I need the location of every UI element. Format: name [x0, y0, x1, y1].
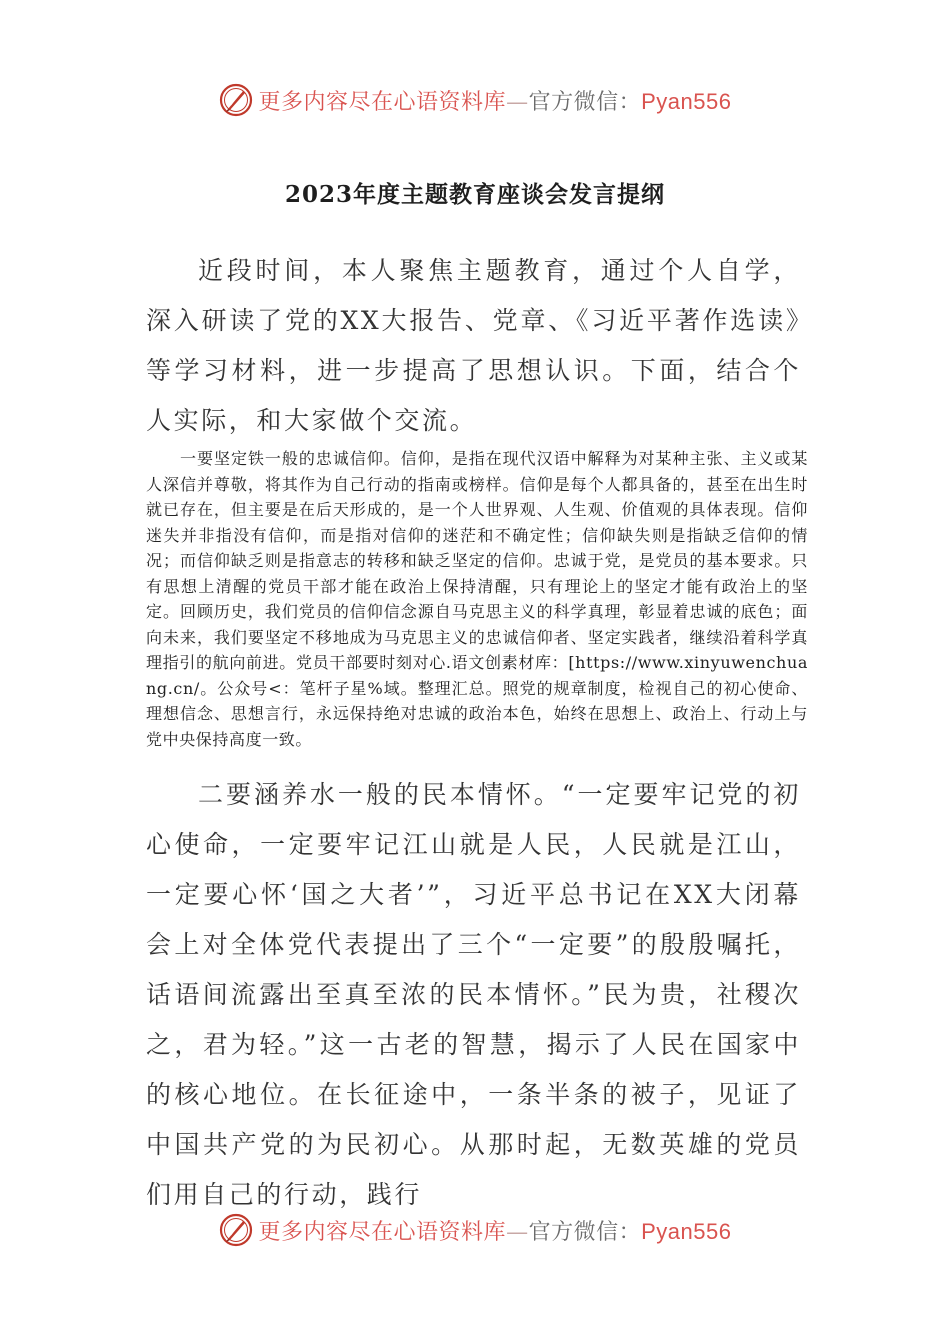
banner-slogan: 更多内容尽在心语资料库	[258, 1219, 507, 1245]
banner-wechat-label: 官方微信：	[528, 1219, 642, 1245]
banner-dash: —	[506, 89, 529, 115]
footer-banner	[0, 1208, 950, 1252]
paragraph-intro: 近段时间，本人聚焦主题教育，通过个人自学，深入研读了党的XX大报告、党章、《习近平著作选读》等学习材料，进一步提高了思想认识。下面，结合个人实际，和大家做个交流。	[146, 256, 801, 435]
quill-pen-icon	[219, 83, 253, 117]
paragraph-people: 二要涵养水一般的民本情怀。“一定要牢记党的初心使命，一定要牢记江山就是人民，人民就是江山，一定要心怀‘国之大者’”，习近平总书记在XX大闭幕会上对全体党代表提出了三个“一定要”的殷殷嘱托，话语间流露出至真至浓的民本情怀。”民为贵，社稷次之，君为轻。”这一古老的智慧，揭示了人民在国家中的核心地位。在长征途中，一条半条的被子，见证了中国共产党的为民初心。从那时起，无数英雄的党员们用自己的行动，践行	[146, 780, 801, 1209]
banner-wechat-id: Pyan556	[641, 88, 732, 114]
header-banner	[0, 78, 950, 122]
banner-wechat-id: Pyan556	[641, 1218, 732, 1244]
quill-pen-icon	[219, 1213, 253, 1247]
banner-dash: —	[506, 1219, 529, 1245]
document-title: 2023年度主题教育座谈会发言提纲	[284, 181, 665, 208]
banner-wechat-label: 官方微信：	[528, 89, 642, 115]
banner-slogan: 更多内容尽在心语资料库	[258, 89, 507, 115]
paragraph-faith: 一要坚定铁一般的忠诚信仰。信仰，是指在现代汉语中解释为对某种主张、主义或某人深信并尊敬，将其作为自己行动的指南或榜样。信仰是每个人都具备的，甚至在出生时就已存在，但主要是在后天形成的，是一个人世界观、人生观、价值观的具体表现。信仰迷失并非指没有信仰，而是指对信仰的迷茫和不确定性；信仰缺失则是指缺乏信仰的情况；而信仰缺乏则是指意志的转移和缺乏坚定的信仰。忠诚于党，是党员的基本要求。只有思想上清醒的党员干部才能在政治上保持清醒，只有理论上的坚定才能有政治上的坚定。回顾历史，我们党员的信仰信念源自马克思主义的科学真理，彰显着忠诚的底色；面向未来，我们要坚定不移地成为马克思主义的忠诚信仰者、坚定实践者，继续沿着科学真理指引的航向前进。党员干部要时刻对心.语文创素材库：[https://www.xinyuwenchuang.cn/。公众号<：笔杆子星%域。整理汇总。照党的规章制度，检视自己的初心使命、理想信念、思想言行，永远保持绝对忠诚的政治本色，始终在思想上、政治上、行动上与党中央保持高度一致。	[146, 449, 808, 749]
